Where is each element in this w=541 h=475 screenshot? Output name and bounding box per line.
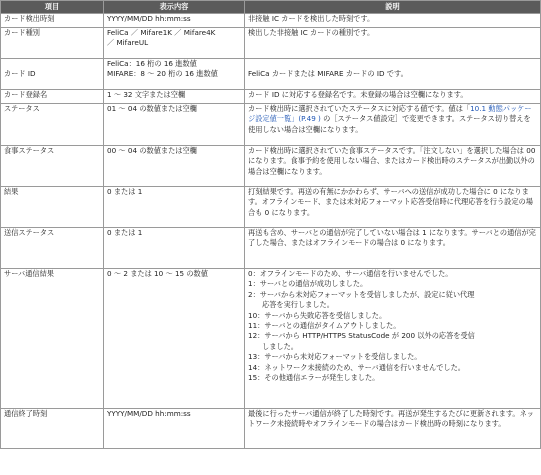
- cross-reference-link[interactable]: 10.1 動態パッケージ設定値一覧」(P.49 ): [248, 104, 532, 124]
- table-row: [1, 90, 541, 104]
- row-content: FeliCa：16 桁の 16 進数値 MIFARE：8 ～ 20 桁の 16 進数値: [104, 59, 245, 90]
- row-item: ステータス: [1, 104, 104, 146]
- row-content: 0 ～ 2 または 10 ～ 15 の数値: [104, 269, 245, 409]
- list-item: 12： サーバから HTTP/HTTPS StatusCode が 200 以外の応答を受信: [248, 331, 475, 341]
- list-item: 10： サーバから失敗応答を受信しました。: [248, 310, 387, 320]
- row-item: 送信ステータス: [1, 228, 104, 269]
- row-description: 打刻結果です。再送の有無にかかわらず、サーバへの送信が成功した場合に 0 になります。オフラインモード、または未対応フォーマット応答受信時に代理応答を行う設定の場合も 0 になります。: [245, 187, 541, 228]
- table-row: [1, 59, 541, 90]
- row-item: 通信終了時刻: [1, 409, 104, 449]
- row-description: [245, 269, 541, 409]
- row-item: カード ID: [1, 59, 104, 90]
- list-item: 13： サーバから未対応フォーマットを受信しました。: [248, 352, 422, 362]
- table-row: [1, 146, 541, 187]
- row-content: FeliCa ／ Mifare1K ／ Mifare4K ／ MifareUL: [104, 28, 245, 59]
- header-content: 表示内容: [104, 1, 245, 14]
- list-item: 1： サーバとの通信が成功しました。: [248, 279, 368, 289]
- row-content: YYYY/MM/DD hh:mm:ss: [104, 14, 245, 28]
- row-content: YYYY/MM/DD hh:mm:ss: [104, 409, 245, 449]
- table-row: [1, 409, 541, 449]
- row-item: サーバ通信結果: [1, 269, 104, 409]
- row-content: 00 ～ 04 の数値または空欄: [104, 146, 245, 187]
- row-content: 0 または 1: [104, 228, 245, 269]
- row-description: カード検出時に選択されていた食事ステータスです。「注文しない」を選択した場合は 00 になります。食事予約を使用しない場合、またはカード検出時のステータスが出勤以外の場合は空欄になります。: [245, 146, 541, 187]
- row-content: 0 または 1: [104, 187, 245, 228]
- row-description: FeliCa カードまたは MIFARE カードの ID です。: [245, 59, 541, 90]
- row-description: カード ID に対応する登録名です。未登録の場合は空欄になります。: [245, 90, 541, 104]
- row-description: カード検出時に選択されていたステータスに対応する値です。値は「10.1 動態パッケージ設定値一覧」(P.49 ) の［ステータス値設定］で変更できます。ステータス切り替えを使用しない場合は空欄になります。: [245, 104, 541, 146]
- table-row: [1, 14, 541, 28]
- list-item: 14： ネットワーク未接続のため、サーバ通信を行いませんでした。: [248, 362, 465, 372]
- header-row: [1, 1, 541, 14]
- list-item-continuation: 応答を実行しました。: [262, 300, 334, 310]
- list-item: 0： オフラインモードのため、サーバ通信を行いませんでした。: [248, 269, 453, 278]
- row-description: 検出した非接触 IC カードの種別です。: [245, 28, 541, 59]
- row-item: 結果: [1, 187, 104, 228]
- row-content: 01 ～ 04 の数値または空欄: [104, 104, 245, 146]
- list-item: 11： サーバとの通信がタイムアウトしました。: [248, 321, 401, 331]
- header-item: 項目: [1, 1, 104, 14]
- row-description: 非接触 IC カードを検出した時刻です。: [245, 14, 541, 28]
- table-row: [1, 28, 541, 59]
- row-content: 1 ～ 32 文字または空欄: [104, 90, 245, 104]
- row-description: 最後に行ったサーバ通信が終了した時刻です。再送が発生するたびに更新されます。ネットワーク未接続時やオフラインモードの場合はカード検出時の時刻になります。: [245, 409, 541, 449]
- row-description: 再送も含め、サーバとの通信が完了していない場合は 1 になります。サーバとの通信が完了した場合、またはオフラインモードの場合は 0 になります。: [245, 228, 541, 269]
- table-row: [1, 104, 541, 146]
- row-item: カード登録名: [1, 90, 104, 104]
- row-item: カード検出時刻: [1, 14, 104, 28]
- header-description: 説明: [245, 1, 541, 14]
- list-item: 15： その他通信エラーが発生しました。: [248, 373, 380, 383]
- row-item: カード種別: [1, 28, 104, 59]
- list-item-continuation: しました。: [262, 341, 298, 351]
- table-row: [1, 269, 541, 409]
- table-row: [1, 187, 541, 228]
- list-item: 2： サーバから未対応フォーマットを受信しましたが、設定に従い代理: [248, 289, 475, 299]
- table-row: [1, 228, 541, 269]
- row-item: 食事ステータス: [1, 146, 104, 187]
